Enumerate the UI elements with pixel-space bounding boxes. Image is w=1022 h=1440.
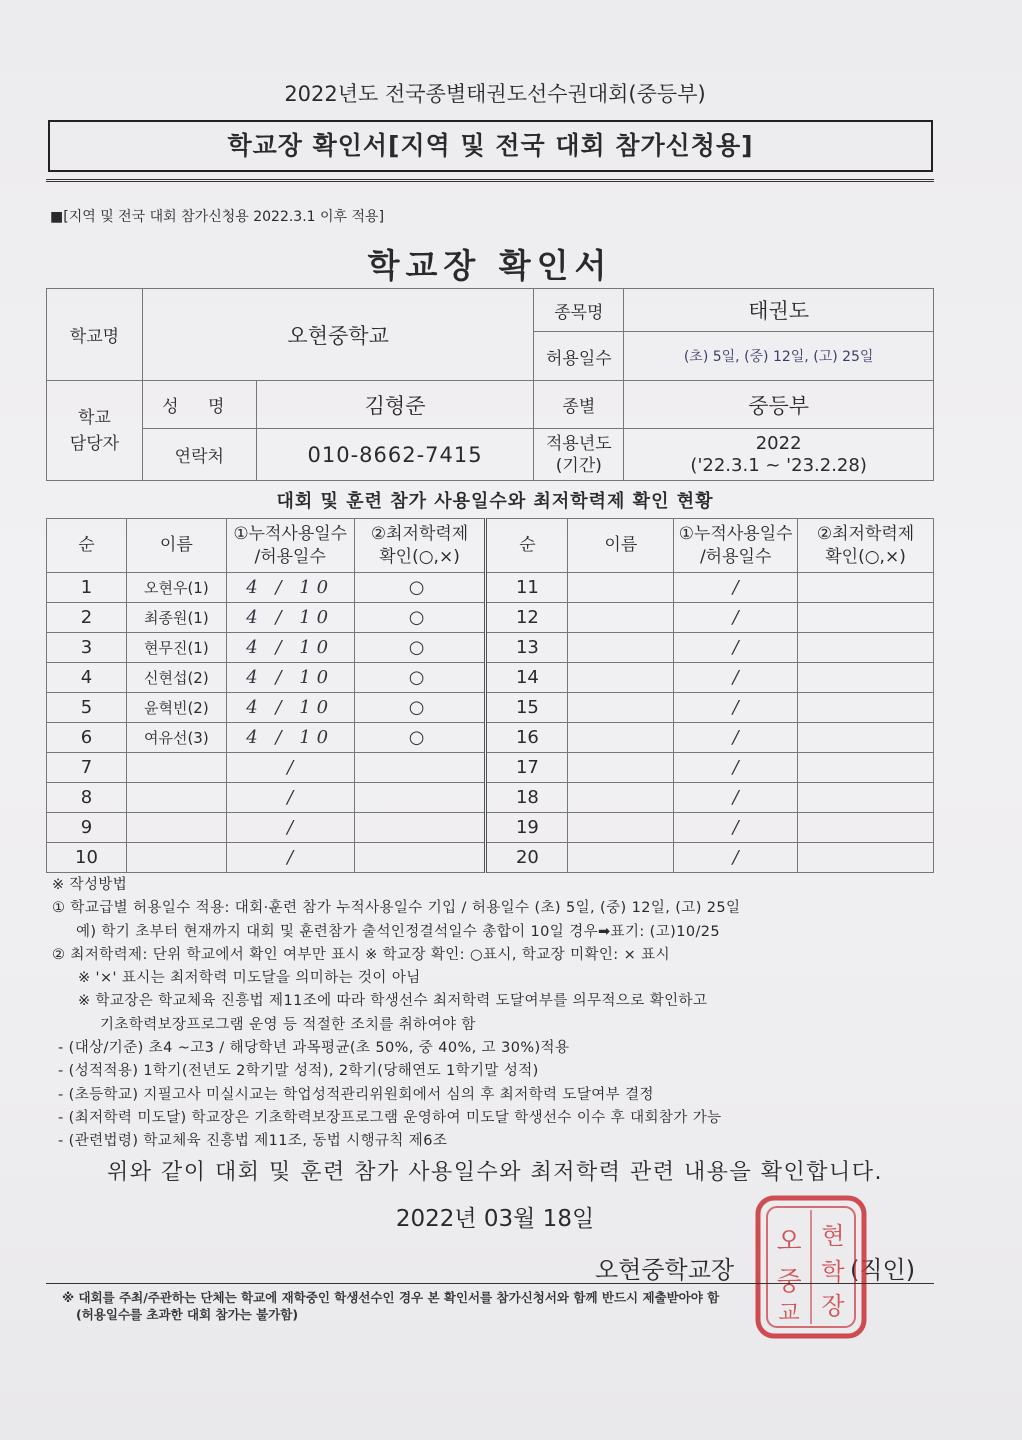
name-cell bbox=[568, 723, 674, 753]
name-cell bbox=[568, 693, 674, 723]
svg-text:현: 현 bbox=[821, 1222, 845, 1250]
check-cell: ○ bbox=[354, 663, 486, 693]
note-line: - (관련법령) 학교체육 진흥법 제11조, 동법 시행규칙 제6조 bbox=[58, 1133, 448, 1150]
check-cell bbox=[354, 813, 486, 843]
name-cell bbox=[568, 843, 674, 873]
document-type-title: 학교장 확인서[지역 및 전국 대회 참가신청용] bbox=[48, 120, 933, 172]
confirmation-statement: 위와 같이 대회 및 훈련 참가 사용일수와 최저학력 관련 내용을 확인합니다. bbox=[107, 1160, 883, 1185]
no-cell: 17 bbox=[486, 753, 568, 783]
days-cell: 4 / 10 bbox=[226, 693, 354, 723]
col-no: 순 bbox=[47, 519, 127, 573]
name-cell bbox=[568, 633, 674, 663]
roster-row bbox=[47, 813, 934, 843]
col-name: 이름 bbox=[568, 519, 674, 573]
days-cell: 4 / 10 bbox=[226, 633, 354, 663]
svg-text:중: 중 bbox=[776, 1267, 802, 1297]
name-cell bbox=[568, 663, 674, 693]
roster-row bbox=[47, 693, 934, 723]
name-cell bbox=[568, 813, 674, 843]
check-cell bbox=[798, 693, 934, 723]
divider bbox=[46, 179, 934, 182]
allowed-days-label: 허용일수 bbox=[534, 332, 624, 381]
roster-row bbox=[47, 783, 934, 813]
note-line: ② 최저학력제: 단위 학교에서 확인 여부만 표시 ※ 학교장 확인: ○표시, 학교장 미확인: × 표시 bbox=[52, 946, 670, 963]
name-cell: 최종원(1) bbox=[126, 603, 226, 633]
check-cell: ○ bbox=[354, 603, 486, 633]
note-line: ① 학교급별 허용일수 적용: 대회·훈련 참가 누적사용일수 기입 / 허용일수 (초) 5일, (중) 12일, (고) 25일 bbox=[52, 900, 741, 917]
no-cell: 4 bbox=[47, 663, 127, 693]
roster-row bbox=[47, 573, 934, 603]
no-cell: 5 bbox=[47, 693, 127, 723]
check-cell bbox=[798, 783, 934, 813]
note-line: ※ '×' 표시는 최저학력 미도달을 의미하는 것이 아님 bbox=[78, 970, 421, 987]
check-cell bbox=[798, 603, 934, 633]
no-cell: 18 bbox=[486, 783, 568, 813]
days-cell: / bbox=[226, 843, 354, 873]
no-cell: 16 bbox=[486, 723, 568, 753]
days-cell: / bbox=[674, 813, 798, 843]
no-cell: 13 bbox=[486, 633, 568, 663]
event-title: 2022년도 전국종별태권도선수권대회(중등부) bbox=[284, 82, 706, 106]
check-cell bbox=[354, 783, 486, 813]
name-cell: 여유선(3) bbox=[126, 723, 226, 753]
days-cell: / bbox=[226, 783, 354, 813]
name-cell bbox=[568, 753, 674, 783]
scope-note: ■[지역 및 전국 대회 참가신청용 2022.3.1 이후 적용] bbox=[50, 209, 385, 225]
check-cell: ○ bbox=[354, 693, 486, 723]
check-cell bbox=[798, 633, 934, 663]
check-cell: ○ bbox=[354, 633, 486, 663]
principal-name: 오현중학교장 bbox=[595, 1256, 735, 1284]
school-name: 오현중학교 bbox=[142, 289, 534, 381]
no-cell: 2 bbox=[47, 603, 127, 633]
no-cell: 15 bbox=[486, 693, 568, 723]
note-line: - (최저학력 미도달) 학교장은 기초학력보장프로그램 운영하여 미도달 학생선수 이수 후 대회참가 가능 bbox=[58, 1109, 722, 1126]
svg-text:교: 교 bbox=[778, 1301, 800, 1326]
check-cell bbox=[798, 723, 934, 753]
roster-row bbox=[47, 663, 934, 693]
days-cell: 4 / 10 bbox=[226, 723, 354, 753]
no-cell: 3 bbox=[47, 633, 127, 663]
check-cell bbox=[798, 813, 934, 843]
name-cell: 현무진(1) bbox=[126, 633, 226, 663]
name-cell bbox=[126, 783, 226, 813]
name-cell: 신현섭(2) bbox=[126, 663, 226, 693]
note-line: - (대상/기준) 초4 ~고3 / 해당학년 과목평균(초 50%, 중 40%, 고 30%)적용 bbox=[58, 1040, 570, 1057]
col-name: 이름 bbox=[126, 519, 226, 573]
check-cell bbox=[798, 843, 934, 873]
division-label: 종별 bbox=[534, 381, 624, 429]
allowed-days-value: (초) 5일, (중) 12일, (고) 25일 bbox=[624, 332, 934, 381]
name-cell bbox=[568, 573, 674, 603]
days-cell: / bbox=[674, 723, 798, 753]
roster-row bbox=[47, 753, 934, 783]
manager-label: 학교 담당자 bbox=[47, 381, 143, 481]
school-label: 학교명 bbox=[47, 289, 143, 381]
no-cell: 6 bbox=[47, 723, 127, 753]
days-cell: 4 / 10 bbox=[226, 603, 354, 633]
seal-label: (직인) bbox=[850, 1256, 916, 1284]
no-cell: 1 bbox=[47, 573, 127, 603]
days-cell: / bbox=[674, 783, 798, 813]
no-cell: 7 bbox=[47, 753, 127, 783]
days-cell: / bbox=[674, 693, 798, 723]
no-cell: 19 bbox=[486, 813, 568, 843]
svg-text:장: 장 bbox=[821, 1292, 845, 1320]
col-days: ①누적사용일수 /허용일수 bbox=[674, 519, 798, 573]
issue-date: 2022년 03월 18일 bbox=[395, 1206, 595, 1232]
name-cell: 오현우(1) bbox=[126, 573, 226, 603]
year-label: 적용년도 (기간) bbox=[534, 429, 624, 481]
contact-value: 010-8662-7415 bbox=[256, 429, 534, 481]
days-cell: / bbox=[226, 813, 354, 843]
check-cell bbox=[798, 753, 934, 783]
svg-text:오: 오 bbox=[776, 1227, 802, 1257]
footnote bbox=[62, 1289, 942, 1323]
contact-label: 연락처 bbox=[142, 429, 256, 481]
roster-row bbox=[47, 633, 934, 663]
col-no: 순 bbox=[486, 519, 568, 573]
roster-body bbox=[47, 573, 934, 873]
name-label: 성 명 bbox=[142, 381, 256, 429]
name-cell: 윤혁빈(2) bbox=[126, 693, 226, 723]
days-cell: / bbox=[226, 753, 354, 783]
col-check: ②최저학력제 확인(○,×) bbox=[798, 519, 934, 573]
no-cell: 8 bbox=[47, 783, 127, 813]
footnote-line: (허용일수를 초과한 대회 참가는 불가함) bbox=[76, 1307, 299, 1322]
name-cell bbox=[568, 783, 674, 813]
check-cell bbox=[354, 753, 486, 783]
check-cell: ○ bbox=[354, 573, 486, 603]
no-cell: 14 bbox=[486, 663, 568, 693]
days-cell: / bbox=[674, 843, 798, 873]
check-cell bbox=[798, 663, 934, 693]
main-title: 학교장 확인서 bbox=[367, 246, 613, 285]
name-cell bbox=[126, 813, 226, 843]
roster-row bbox=[47, 723, 934, 753]
days-cell: / bbox=[674, 573, 798, 603]
note-line: 예) 학기 초부터 현재까지 대회 및 훈련참가 출석인정결석일수 총합이 10일 경우➡표기: (고)10/25 bbox=[76, 923, 720, 940]
days-cell: / bbox=[674, 663, 798, 693]
days-cell: / bbox=[674, 753, 798, 783]
note-line: - (성적적용) 1학기(전년도 2학기말 성적), 2학기(당해연도 1학기말 성적) bbox=[58, 1063, 539, 1080]
year-value: 2022 ('22.3.1 ~ '23.2.28) bbox=[624, 429, 934, 481]
days-cell: 4 / 10 bbox=[226, 663, 354, 693]
days-cell: / bbox=[674, 603, 798, 633]
no-cell: 20 bbox=[486, 843, 568, 873]
check-cell bbox=[798, 573, 934, 603]
check-cell bbox=[354, 843, 486, 873]
name-cell bbox=[568, 603, 674, 633]
col-check: ②최저학력제 확인(○,×) bbox=[354, 519, 486, 573]
no-cell: 12 bbox=[486, 603, 568, 633]
note-line: 기초학력보장프로그램 운영 등 적절한 조치를 취하여야 함 bbox=[100, 1016, 476, 1033]
sport-label: 종목명 bbox=[534, 289, 624, 332]
divider bbox=[46, 1283, 934, 1284]
roster-row bbox=[47, 843, 934, 873]
notes-heading: ※ 작성방법 bbox=[52, 877, 128, 893]
roster-table bbox=[46, 518, 934, 873]
name-cell bbox=[126, 843, 226, 873]
check-cell: ○ bbox=[354, 723, 486, 753]
no-cell: 10 bbox=[47, 843, 127, 873]
no-cell: 9 bbox=[47, 813, 127, 843]
footnote-line: ※ 대회를 주최/주관하는 단체는 학교에 재학중인 학생선수인 경우 본 확인서를 참가신청서와 함께 반드시 제출받아야 함 bbox=[62, 1290, 720, 1305]
col-days: ①누적사용일수 /허용일수 bbox=[226, 519, 354, 573]
name-cell bbox=[126, 753, 226, 783]
info-table bbox=[46, 288, 934, 481]
manager-name: 김형준 bbox=[256, 381, 534, 429]
note-line: - (초등학교) 지필고사 미실시교는 학업성적관리위원회에서 심의 후 최저학력 도달여부 결정 bbox=[58, 1086, 654, 1103]
status-title: 대회 및 훈련 참가 사용일수와 최저학력제 확인 현황 bbox=[276, 491, 714, 512]
roster-row bbox=[47, 603, 934, 633]
division-value: 중등부 bbox=[624, 381, 934, 429]
no-cell: 11 bbox=[486, 573, 568, 603]
days-cell: 4 / 10 bbox=[226, 573, 354, 603]
days-cell: / bbox=[674, 633, 798, 663]
note-line: ※ 학교장은 학교체육 진흥법 제11조에 따라 학생선수 최저학력 도달여부를 의무적으로 확인하고 bbox=[78, 993, 708, 1010]
svg-text:학: 학 bbox=[821, 1258, 845, 1286]
writing-instructions bbox=[52, 874, 932, 1154]
sport-name: 태권도 bbox=[624, 289, 934, 332]
